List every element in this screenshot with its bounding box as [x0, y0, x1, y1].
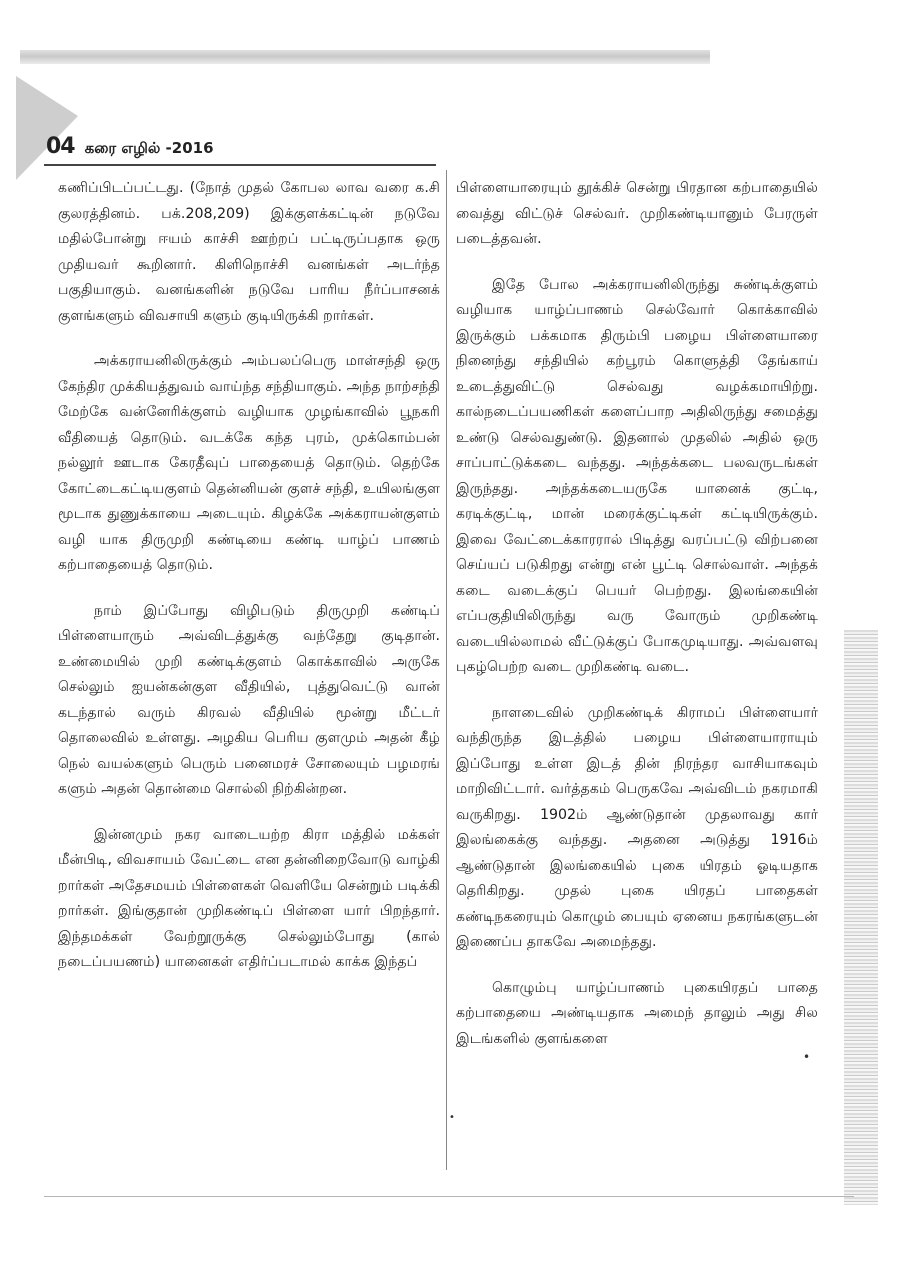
- magazine-title: கரை எழில் -2016: [84, 139, 214, 157]
- right-paragraph-3: நாளடைவில் முறிகண்டிக் கிராமப் பிள்ளையார் வந்திருந்த இடத்தில் பழைய பிள்ளையாராயும் இப்போது உள்ள இடத் தின் நிரந்தர வாசியாகவும் மாறிவிட்டார். வர்த்தகம் பெருகவே அவ்விடம் நகரமாகி வருகிறது. 1902ம் ஆண்டுதான் முதலாவது கார் இலங்கைக்கு வந்தது. அதனை அடுத்து 1916ம் ஆண்டுதான் இலங்கையில் புகை யிரதம் ஓடியதாக தெரிகிறது. முதல் புகை யிரதப் பாதைகள் கண்டிநகரையும் கொழும் பையும் ஏனைய நகரங்களுடன் இணைப்ப தாகவே அமைந்தது.: [456, 704, 818, 950]
- stray-mark-bullet: •: [449, 1112, 455, 1123]
- left-paragraph-3: நாம் இப்போது விழிபடும் திருமுறி கண்டிப் பிள்ளையாரும் அவ்விடத்துக்கு வந்தேறு குடிதான். உண்மையில் முறி கண்டிக்குளம் கொக்காவில் அருகே செல்லும் ஐயன்கன்குள வீதியில், புத்துவெட்டு வான் கடந்தால் வரும் கிரவல் வீதியில் மூன்று மீட்டர் தொலைவில் உள்ளது. அழகிய பெரிய குளமும் அதன் கீழ் நெல் வயல்களும் பெரும் பனைமரச் சோலையும் பழமரங் களும் அதன் தொன்மை சொல்லி நிற்கின்றன.: [58, 602, 440, 797]
- scan-shadow-right-edge: [844, 630, 878, 1205]
- page-number: 04: [46, 134, 75, 159]
- left-paragraph-1: கணிப்பிடப்பட்டது. (நோத் முதல் கோபல லாவ வரை க.சி குலரத்தினம். பக்.208,209) இக்குளக்கட்டின் நடுவே மதில்போன்று ஈயம் காச்சி ஊற்றப் பட்டிருப்பதாக ஒரு முதியவர் கூறினார். கிளிநொச்சி வனங்கள் அடர்ந்த பகுதியாகும். வனங்களின் நடுவே பாரிய நீர்ப்பாசனக் குளங்களும் விவசாயி களும் குடியிருக்கி றார்கள்.: [58, 180, 440, 324]
- right-paragraph-1: பிள்ளையாரையும் தூக்கிச் சென்று பிரதான கற்பாதையில் வைத்து விட்டுச் செல்வர். முறிகண்டியானும் பேரருள் படைத்தவன்.: [456, 180, 818, 247]
- scan-shadow-top: [20, 50, 710, 64]
- right-column: [456, 176, 818, 1072]
- stray-mark-dot: •: [803, 1050, 811, 1064]
- left-column: [58, 176, 440, 996]
- right-paragraph-2: இதே போல அக்கராயனிலிருந்து சுண்டிக்குளம் வழியாக யாழ்ப்பாணம் செல்வோர் கொக்காவில் இருக்கும் பக்கமாக திரும்பி பழைய பிள்ளையாரை நினைந்து சந்தியில் கற்பூரம் கொளுத்தி தேங்காய் உடைத்துவிட்டு செல்வது வழக்கமாயிற்று. கால்நடைப்பயணிகள் களைப்பாற அதிலிருந்து சமைத்து உண்டு செல்வதுண்டு. இதனால் முதலில் அதில் ஒரு சாப்பாட்டுக்கடை வந்தது. அந்தக்கடை பலவருடங்கள் இருந்தது. அந்தக்கடையருகே யானைக் குட்டி, கரடிக்குட்டி, மான் மரைக்குட்டிகள் கட்டியிருக்கும். இவை வேட்டைக்காரரால் பிடித்து வரப்பட்டு விற்பனை செய்யப் படுகிறது என்று என் பூட்டி சொல்வாள். அந்தக் கடை வடைக்குப் பெயர் பெற்றது. இலங்கையின் எப்பகுதியிலிருந்து வரு வோரும் முறிகண்டி வடையில்லாமல் வீட்டுக்குப் போகமுடியாது. அவ்வளவு புகழ்பெற்ற வடை முறிகண்டி வடை.: [456, 276, 818, 675]
- bottom-rule: [44, 1196, 854, 1197]
- header-underline: [44, 164, 436, 166]
- right-paragraph-4: கொழும்பு யாழ்ப்பாணம் புகையிரதப் பாதை கற்பாதையை அண்டியதாக அமைந் தாலும் அது சில இடங்களில் குளங்களை: [456, 979, 818, 1047]
- page-header: [46, 134, 214, 164]
- column-divider: [446, 170, 447, 1170]
- left-paragraph-4: இன்னமும் நகர வாடையற்ற கிரா மத்தில் மக்கள் மீன்பிடி, விவசாயம் வேட்டை என தன்னிறைவோடு வாழ்கி றார்கள் அதேசமயம் பிள்ளைகள் வெளியே சென்றும் படிக்கி றார்கள். இங்குதான் முறிகண்டிப் பிள்ளை யார் பிறந்தார். இந்தமக்கள் வேற்றூருக்கு செல்லும்போது (கால் நடைப்பயணம்) யானைகள் எதிர்ப்படாமல் காக்க இந்தப்: [58, 826, 440, 970]
- left-paragraph-2: அக்கராயனிலிருக்கும் அம்பலப்பெரு மாள்சந்தி ஒரு கேந்திர முக்கியத்துவம் வாய்ந்த சந்தியாகும். அந்த நாற்சந்தி மேற்கே வன்னேரிக்குளம் வழியாக முழங்காவில் பூநகரி வீதியைத் தொடும். வடக்கே கந்த புரம், முக்கொம்பன் நல்லூர் ஊடாக கேரதீவுப் பாதையைத் தொடும். தெற்கே கோட்டைகட்டியகுளம் தென்னியன் குளச் சந்தி, உயிலங்குள மூடாக துணுக்காயை அடையும். கிழக்கே அக்கராயன்குளம் வழி யாக திருமுறி கண்டியை கண்டி யாழ்ப் பாணம் கற்பாதையைத் தொடும்.: [58, 353, 440, 573]
